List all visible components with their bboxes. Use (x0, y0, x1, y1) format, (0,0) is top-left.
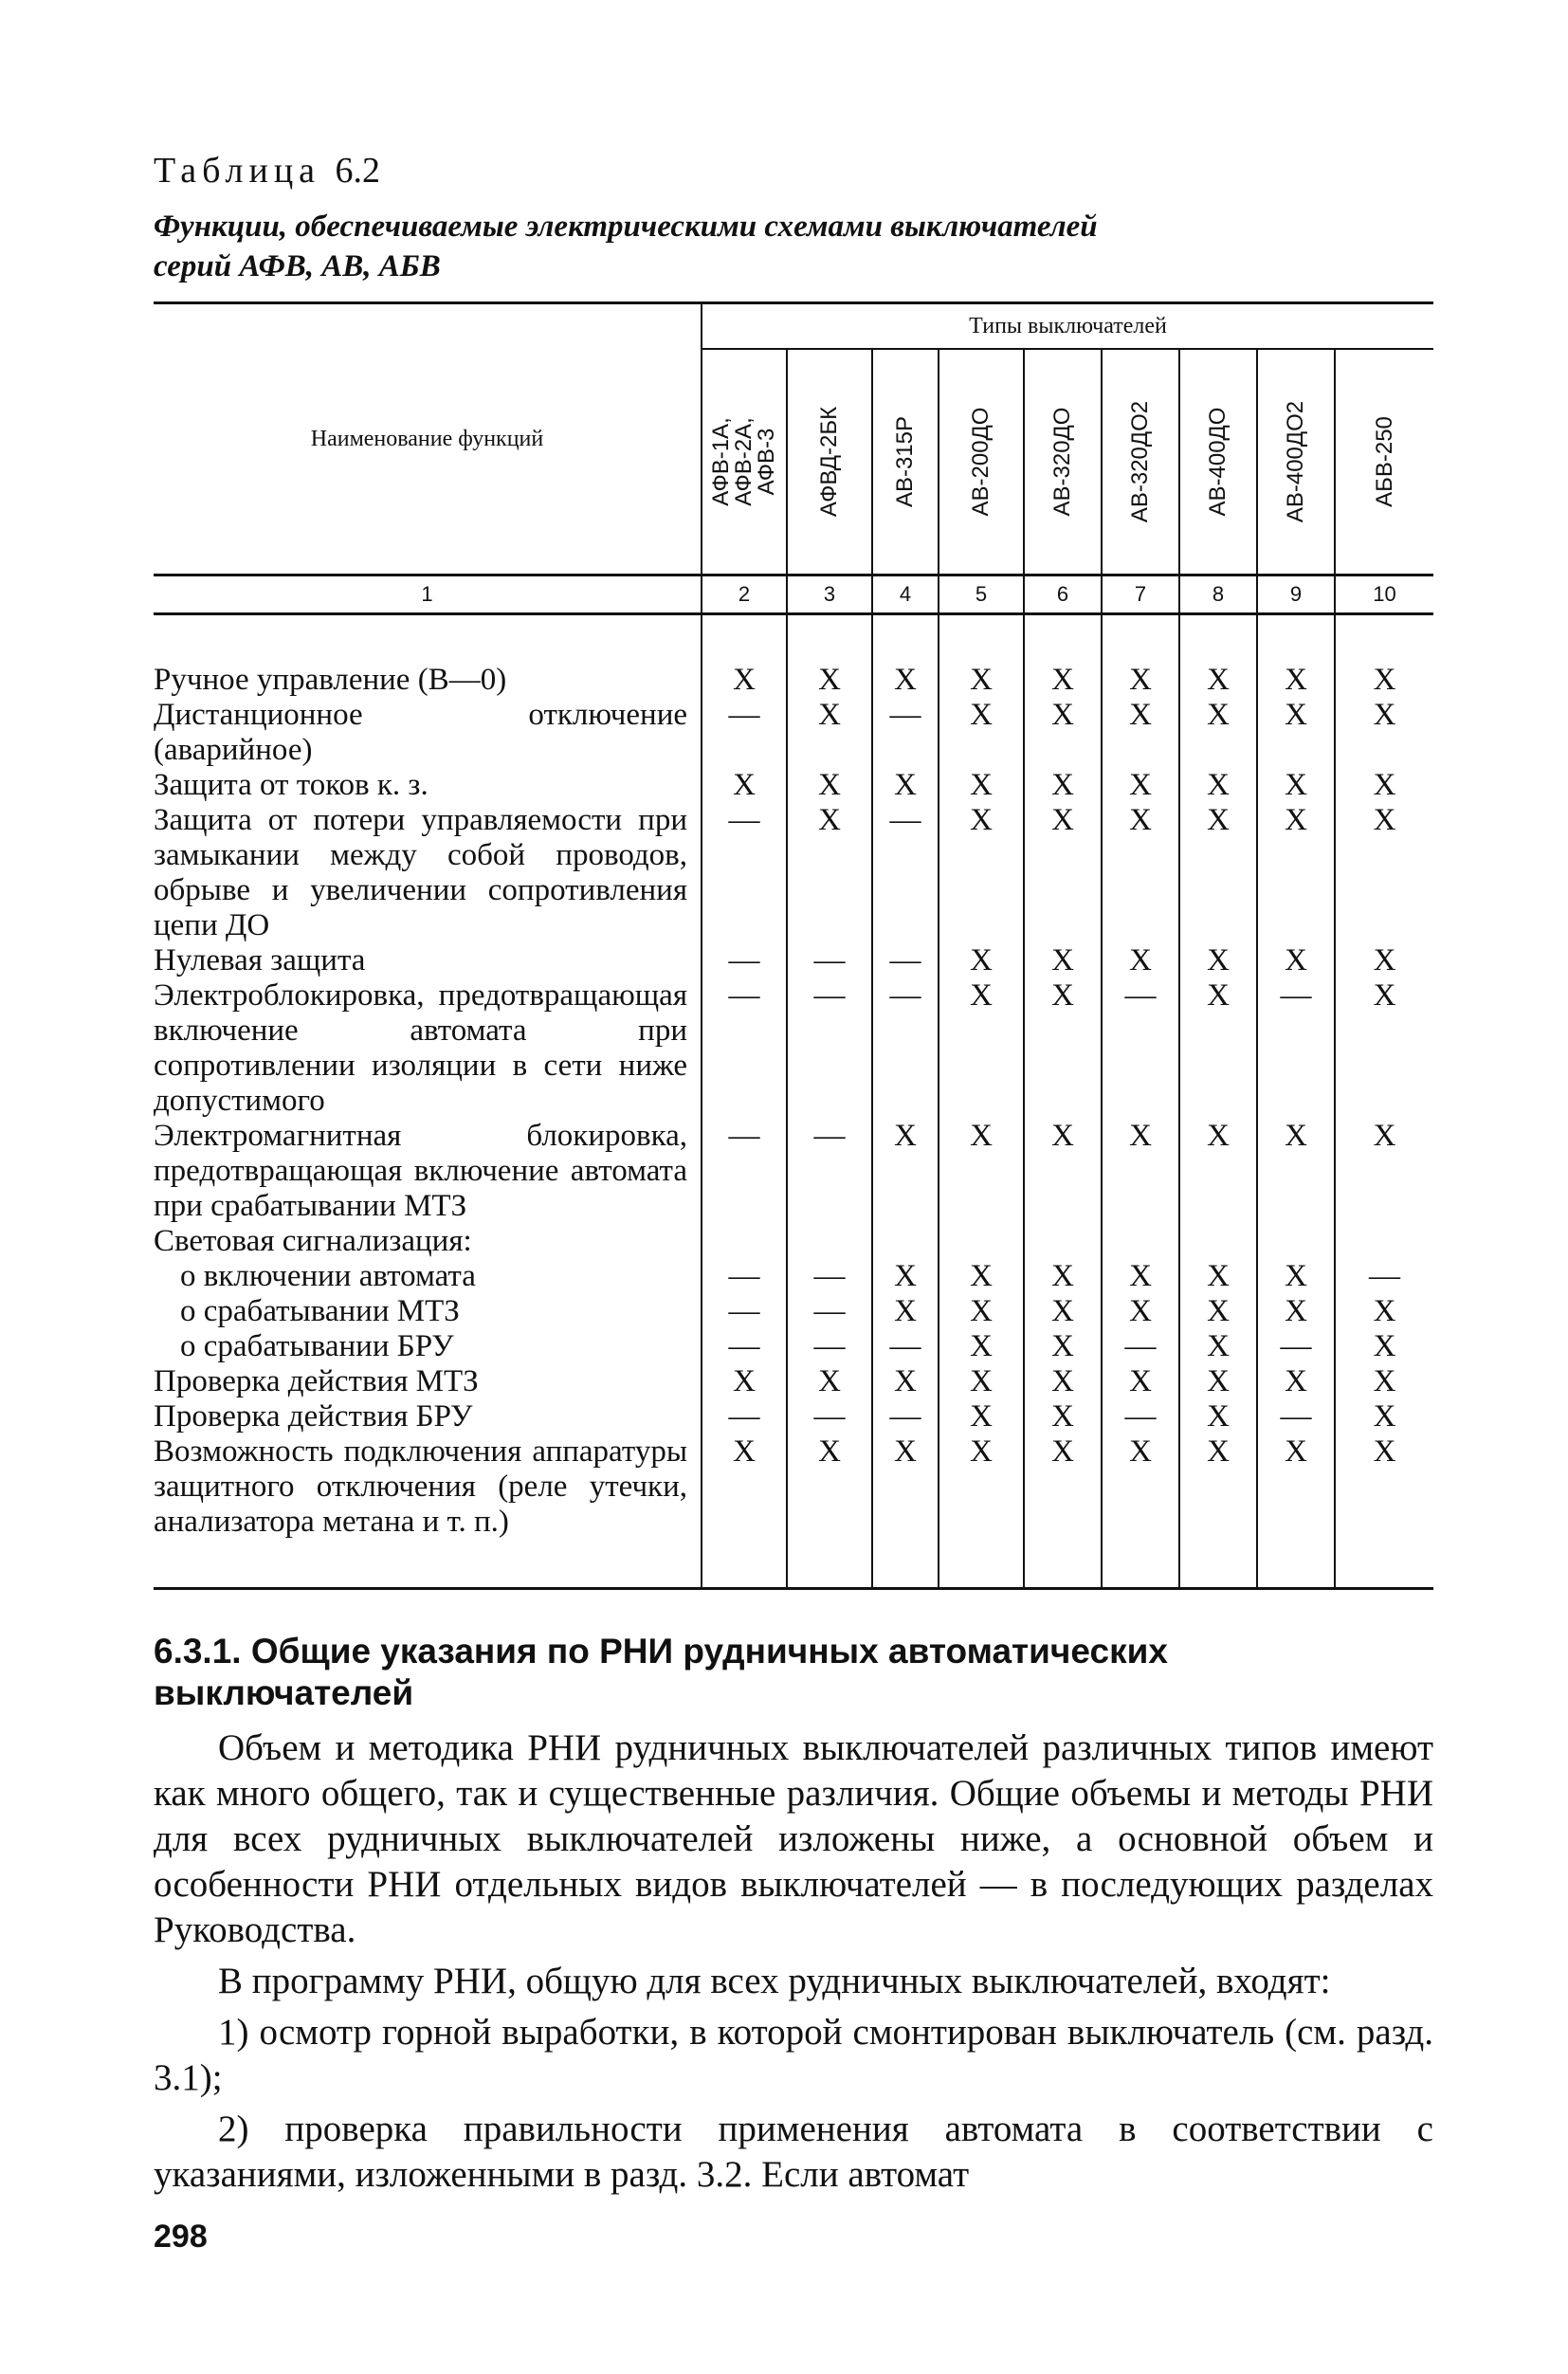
function-mark: X (939, 663, 1024, 698)
function-mark: X (1024, 1259, 1102, 1294)
function-mark: X (1335, 943, 1433, 978)
function-mark: X (939, 768, 1024, 803)
function-name: Возможность подключения аппаратуры защитного отключения (реле утечки, анализатора метана и т. п.) (154, 1434, 687, 1539)
header-type-label: АВ-400ДО (1205, 407, 1231, 517)
function-mark: X (1179, 1399, 1257, 1434)
paragraph: 2) проверка правильности применения автомата в соответствии с указаниями, изложенными в разд. 3.2. Если автомат (154, 2109, 1433, 2195)
function-mark: X (1179, 943, 1257, 978)
function-mark (702, 1224, 787, 1259)
table-row (154, 1364, 1433, 1399)
function-mark: X (1024, 978, 1102, 1119)
function-mark (1257, 1224, 1335, 1259)
function-mark: — (1102, 1329, 1179, 1364)
function-name: о срабатывании МТЗ (180, 1294, 460, 1328)
function-mark: — (787, 978, 872, 1119)
table-row (154, 803, 1433, 943)
section-title: 6.3.1. Общие указания по РНИ рудничных автоматических выключателей (154, 1632, 1168, 1712)
function-mark: — (1102, 978, 1179, 1119)
function-mark (1335, 1224, 1433, 1259)
function-mark: X (1102, 768, 1179, 803)
table-end-row (154, 1540, 1433, 1589)
function-name: Защита от потери управляемости при замыкании между собой проводов, обрыве и увеличении сопротивления цепи ДО (154, 803, 687, 942)
function-mark: — (872, 978, 939, 1119)
function-mark: X (787, 768, 872, 803)
function-mark: X (1257, 1364, 1335, 1399)
function-mark: X (1335, 1399, 1433, 1434)
paragraph: Объем и методика РНИ рудничных выключателей различных типов имеют как много общего, так и существенные различия. Общие объемы и методы РНИ для всех рудничных выключателей изложены ниже, а основной объем и особенности РНИ отдельных видов выключателей — в последующих разделах Руководства. (154, 1727, 1433, 1950)
function-mark: X (939, 1329, 1024, 1364)
function-mark: X (1335, 698, 1433, 768)
function-mark: — (1102, 1399, 1179, 1434)
function-mark: X (1335, 1329, 1433, 1364)
function-mark: X (787, 1364, 872, 1399)
function-mark: — (1257, 978, 1335, 1119)
column-number: 6 (1024, 575, 1102, 614)
function-mark: X (939, 943, 1024, 978)
table-row (154, 1434, 1433, 1540)
function-mark: — (787, 1329, 872, 1364)
function-mark (1179, 1224, 1257, 1259)
table-label-word: Таблица (154, 151, 321, 191)
function-mark: X (1024, 663, 1102, 698)
function-name: Защита от токов к. з. (154, 768, 428, 802)
function-mark: X (1102, 1294, 1179, 1329)
header-type-9 (1335, 349, 1433, 575)
function-name: Дистанционное отключение (аварийное) (154, 698, 687, 767)
function-mark: X (939, 1399, 1024, 1434)
function-mark: X (872, 1119, 939, 1224)
function-mark: X (1024, 803, 1102, 943)
table-row (154, 1259, 1433, 1294)
function-mark: X (1257, 1259, 1335, 1294)
column-number: 9 (1257, 575, 1335, 614)
header-function-name: Наименование функций (154, 303, 702, 575)
column-number: 5 (939, 575, 1024, 614)
function-mark: — (872, 943, 939, 978)
function-mark: — (702, 978, 787, 1119)
header-type-2 (787, 349, 872, 575)
function-mark: — (702, 1329, 787, 1364)
function-mark: — (872, 1399, 939, 1434)
function-mark: X (1024, 1399, 1102, 1434)
function-mark: X (1179, 698, 1257, 768)
function-mark: X (1257, 803, 1335, 943)
function-mark: X (1024, 1434, 1102, 1540)
table-row (154, 1224, 1433, 1259)
function-mark: X (1335, 663, 1433, 698)
page-number: 298 (154, 2219, 208, 2255)
function-mark: X (872, 768, 939, 803)
header-type-4 (939, 349, 1024, 575)
function-mark: X (1335, 1364, 1433, 1399)
function-mark: X (1335, 803, 1433, 943)
function-mark: X (872, 1434, 939, 1540)
table-label-number: 6.2 (335, 151, 381, 191)
function-mark: X (939, 1119, 1024, 1224)
function-mark: X (1102, 1259, 1179, 1294)
function-mark: X (702, 663, 787, 698)
function-mark: — (872, 698, 939, 768)
function-mark: — (787, 1294, 872, 1329)
function-name: о включении автомата (180, 1259, 476, 1293)
column-number-row (154, 575, 1433, 614)
header-type-label: АВ-400ДО2 (1283, 400, 1308, 523)
function-name: Нулевая защита (154, 943, 366, 977)
function-mark: X (702, 1364, 787, 1399)
function-mark: X (1257, 1294, 1335, 1329)
function-mark: X (1024, 698, 1102, 768)
function-mark: X (939, 698, 1024, 768)
function-mark: X (1024, 1294, 1102, 1329)
function-mark: X (1179, 1329, 1257, 1364)
function-name: Проверка действия МТЗ (154, 1364, 479, 1398)
header-type-5 (1024, 349, 1102, 575)
function-mark: X (1179, 803, 1257, 943)
function-mark (939, 1224, 1024, 1259)
function-mark: — (1257, 1399, 1335, 1434)
function-mark: X (939, 978, 1024, 1119)
table-row (154, 663, 1433, 698)
function-mark: X (872, 1364, 939, 1399)
function-name: Электромагнитная блокировка, предотвращающая включение автомата при срабатывании МТЗ (154, 1119, 687, 1223)
function-mark: X (1024, 943, 1102, 978)
header-type-8 (1257, 349, 1335, 575)
header-type-1 (702, 349, 787, 575)
function-mark: X (939, 1259, 1024, 1294)
function-mark: — (702, 1294, 787, 1329)
column-number: 7 (1102, 575, 1179, 614)
function-mark: X (1179, 1259, 1257, 1294)
header-type-label: АВ-315Р (892, 415, 918, 508)
function-mark: X (1179, 663, 1257, 698)
function-mark: X (939, 1434, 1024, 1540)
function-mark: X (787, 663, 872, 698)
function-mark: — (1335, 1259, 1433, 1294)
table-row (154, 1294, 1433, 1329)
function-mark: X (1102, 1364, 1179, 1399)
header-type-label: АФВД-2БК (816, 406, 842, 518)
function-mark: X (1335, 1119, 1433, 1224)
table-row (154, 943, 1433, 978)
function-mark: — (1257, 1329, 1335, 1364)
function-mark: X (1102, 1119, 1179, 1224)
function-mark: — (872, 1329, 939, 1364)
function-mark: X (1179, 1119, 1257, 1224)
function-mark: — (702, 1119, 787, 1224)
function-mark: X (1102, 663, 1179, 698)
header-type-label: АБВ-250 (1371, 416, 1397, 507)
table-row (154, 768, 1433, 803)
function-mark: X (1024, 768, 1102, 803)
function-name: о срабатывании БРУ (180, 1329, 454, 1363)
functions-table (154, 301, 1433, 1590)
body-text (154, 1726, 1433, 2203)
function-mark: X (872, 1294, 939, 1329)
function-mark: X (1024, 1364, 1102, 1399)
function-mark (787, 1224, 872, 1259)
function-name: Электроблокировка, предотвращающая включение автомата при сопротивлении изоляции в сети ниже допустимого (154, 978, 687, 1118)
table-row (154, 698, 1433, 768)
function-mark: X (1102, 1434, 1179, 1540)
function-mark: X (1257, 1119, 1335, 1224)
function-mark: X (702, 768, 787, 803)
function-mark: X (1179, 978, 1257, 1119)
function-mark: X (939, 1364, 1024, 1399)
column-number: 2 (702, 575, 787, 614)
function-mark: — (702, 943, 787, 978)
function-mark: X (787, 803, 872, 943)
header-type-6 (1102, 349, 1179, 575)
table-row (154, 1399, 1433, 1434)
function-mark: — (702, 1399, 787, 1434)
function-name: Световая сигнализация: (154, 1224, 472, 1258)
function-mark: X (1102, 943, 1179, 978)
function-mark: X (1335, 1434, 1433, 1540)
column-number: 4 (872, 575, 939, 614)
header-type-label: АВ-200ДО (968, 407, 994, 517)
function-name: Проверка действия БРУ (154, 1399, 473, 1434)
function-mark: X (1335, 1294, 1433, 1329)
header-type-label: АВ-320ДО (1049, 407, 1075, 517)
header-type-label: АВ-320ДО2 (1127, 400, 1153, 523)
column-number: 3 (787, 575, 872, 614)
function-mark: X (1102, 803, 1179, 943)
function-mark: X (1257, 698, 1335, 768)
column-number: 10 (1335, 575, 1433, 614)
header-type-7 (1179, 349, 1257, 575)
header-type-label: АФВ-1А, АФВ-2А, АФВ-3 (708, 417, 779, 506)
function-mark: X (872, 663, 939, 698)
function-mark: X (1335, 768, 1433, 803)
function-mark: — (702, 698, 787, 768)
function-mark: X (872, 1259, 939, 1294)
function-mark: — (872, 803, 939, 943)
table-row (154, 1329, 1433, 1364)
table-title (154, 207, 1098, 286)
function-mark (1102, 1224, 1179, 1259)
function-mark (1024, 1224, 1102, 1259)
header-breaker-types: Типы выключателей (702, 303, 1433, 350)
function-mark: X (1179, 1364, 1257, 1399)
table-title-line-2: серий АФВ, АВ, АБВ (154, 249, 441, 283)
table-title-line-1: Функции, обеспечиваемые электрическими схемами выключателей (154, 210, 1098, 244)
table-row (154, 978, 1433, 1119)
function-mark: — (787, 943, 872, 978)
function-mark: X (1257, 663, 1335, 698)
table-row (154, 1119, 1433, 1224)
function-name: Ручное управление (В—0) (154, 663, 507, 697)
function-mark (872, 1224, 939, 1259)
paragraph: В программу РНИ, общую для всех рудничных выключателей, входят: (218, 1961, 1331, 2001)
function-mark: — (787, 1119, 872, 1224)
function-mark: X (1179, 768, 1257, 803)
function-mark: — (787, 1259, 872, 1294)
function-mark: X (939, 803, 1024, 943)
function-mark: X (1179, 1434, 1257, 1540)
function-mark: X (1179, 1294, 1257, 1329)
function-mark: X (787, 698, 872, 768)
function-mark: X (1257, 943, 1335, 978)
column-number: 8 (1179, 575, 1257, 614)
column-number: 1 (154, 575, 702, 614)
header-type-3 (872, 349, 939, 575)
function-mark: X (1257, 1434, 1335, 1540)
spacer-row (154, 614, 1433, 664)
function-mark: — (702, 1259, 787, 1294)
function-mark: X (939, 1294, 1024, 1329)
function-mark: X (702, 1434, 787, 1540)
paragraph: 1) осмотр горной выработки, в которой смонтирован выключатель (см. разд. 3.1); (154, 2012, 1433, 2098)
function-mark: X (1024, 1119, 1102, 1224)
function-mark: — (702, 803, 787, 943)
table-label (154, 150, 380, 192)
function-mark: X (1335, 978, 1433, 1119)
function-mark: X (1102, 698, 1179, 768)
function-mark: X (1024, 1329, 1102, 1364)
function-mark: — (787, 1399, 872, 1434)
function-mark: X (787, 1434, 872, 1540)
function-mark: X (1257, 768, 1335, 803)
